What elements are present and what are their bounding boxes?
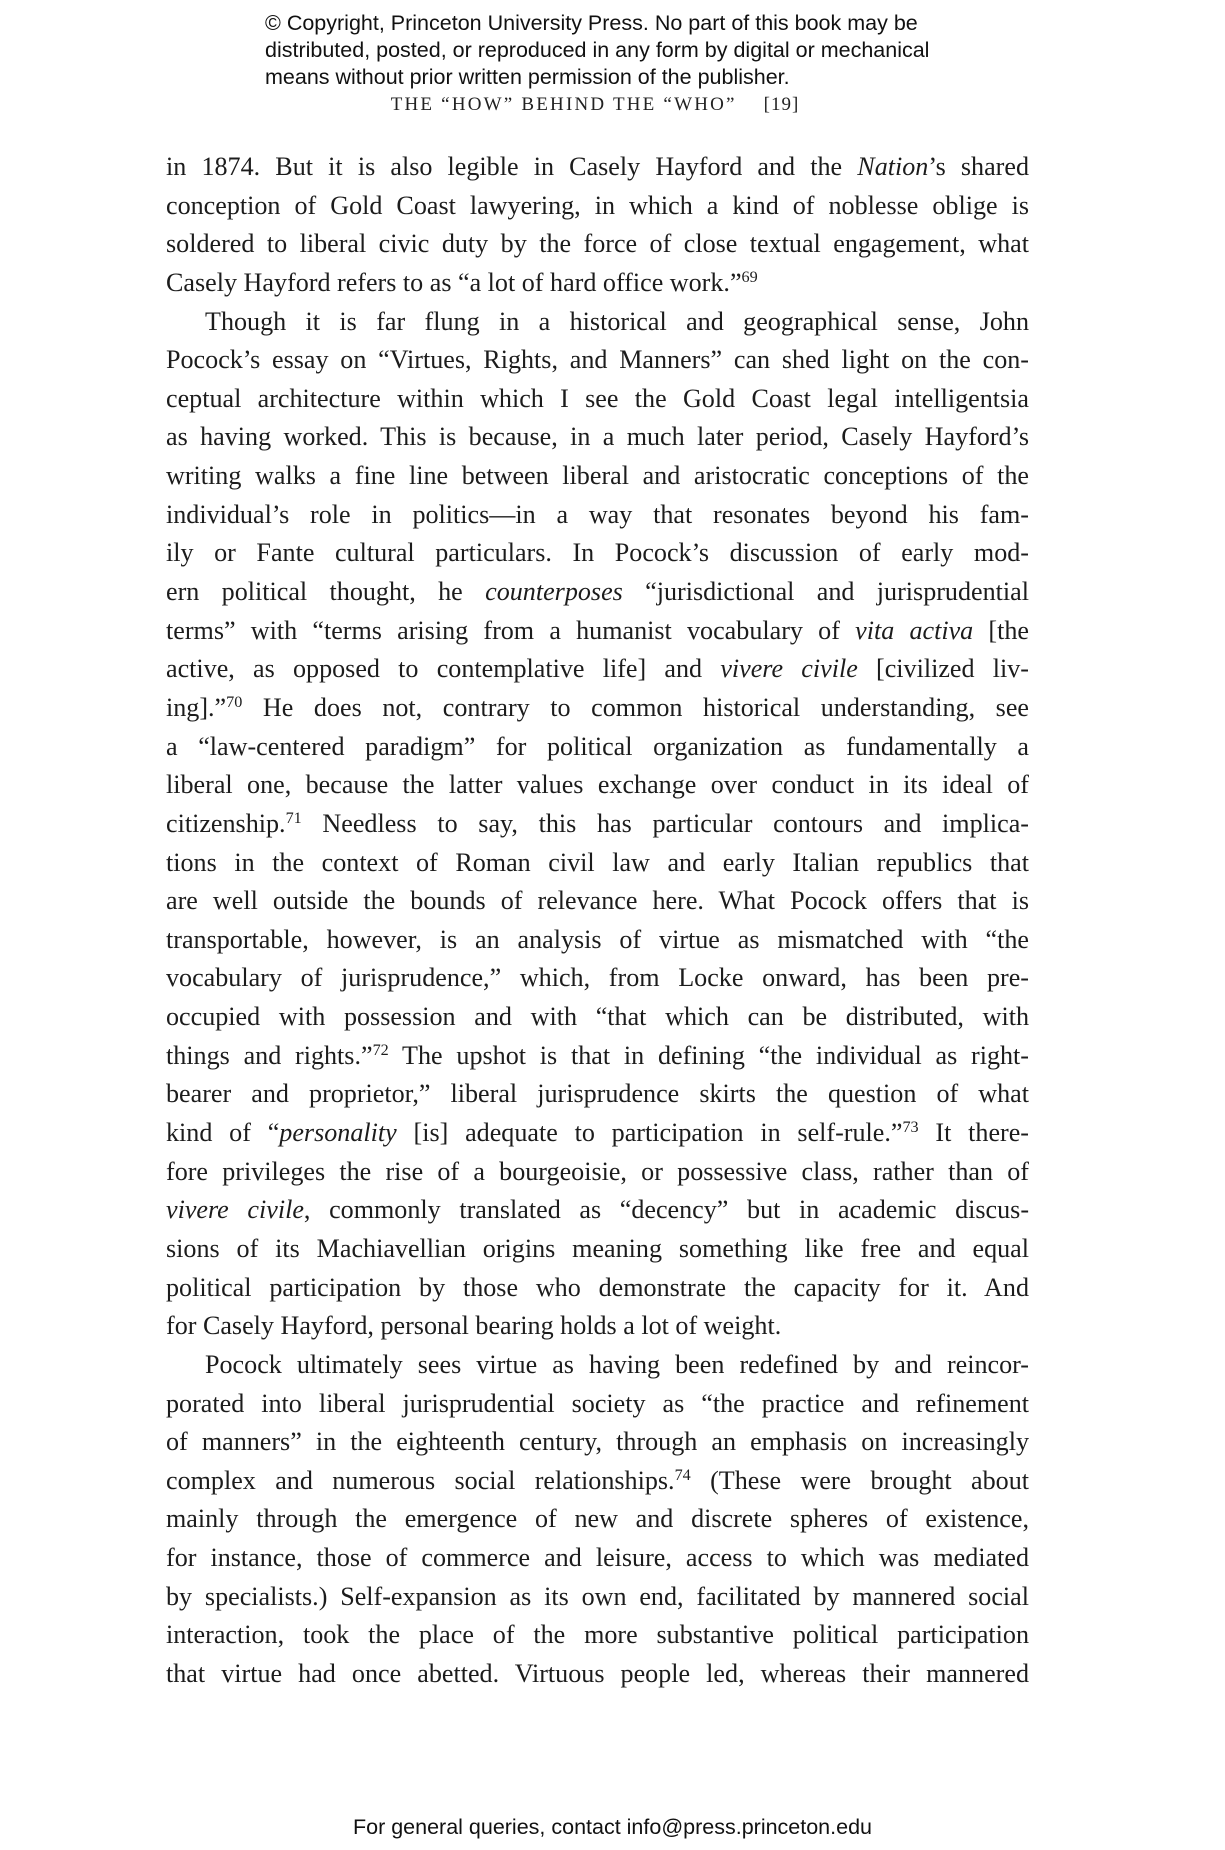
copyright-line: © Copyright, Princeton University Press. No part of this book may be: [265, 11, 918, 35]
body-line: [166, 1307, 1029, 1346]
body-line: [166, 418, 1029, 457]
text-run: for Casely Hayford, personal bearing holds a lot of weight.: [166, 1311, 782, 1341]
body-line: [166, 1153, 1029, 1192]
page-number: [19]: [763, 94, 800, 115]
text-run: “jurisdictional and jurisprudential: [622, 577, 1029, 607]
text-run: are well outside the bounds of relevance here. What Pocock offers that is: [166, 886, 1029, 916]
text-run: interaction, took the place of the more substantive political participation: [166, 1620, 1029, 1650]
text-run: kind of “: [166, 1118, 280, 1148]
text-run: mainly through the emergence of new and discrete spheres of existence,: [166, 1504, 1029, 1534]
text-run: writing walks a fine line between liberal and aristocratic conceptions of the: [166, 461, 1029, 491]
text-run: Needless to say, this has particular contours and implica-: [301, 808, 1029, 838]
italic-run: Nation: [857, 152, 929, 181]
body-line: [166, 1539, 1029, 1578]
text-run: Though it is far flung in a historical and geographical sense, John: [205, 306, 1029, 336]
text-run: individual’s role in politics—in a way that resonates beyond his fam-: [166, 499, 1029, 529]
text-run: things and rights.”: [166, 1040, 373, 1070]
body-line: [166, 534, 1029, 573]
text-run: tions in the context of Roman civil law and early Italian republics that: [166, 847, 1029, 877]
text-run: as having worked. This is because, in a much later period, Casely Hayford’s: [166, 422, 1029, 452]
text-run: [the: [973, 615, 1030, 645]
running-head: [165, 94, 1025, 116]
footer-contact: For general queries, contact info@press.princeton.edu: [352, 1815, 872, 1839]
body-line: [166, 921, 1029, 960]
text-run: , commonly translated as “decency” but in academic discus-: [303, 1195, 1030, 1225]
body-line: [166, 1114, 1029, 1153]
text-run: active, as opposed to contemplative life] and: [166, 654, 721, 684]
copyright-line: means without prior written permission of the publisher.: [265, 65, 790, 89]
text-run: by specialists.) Self-expansion as its own end, facilitated by mannered social: [166, 1581, 1029, 1611]
text-run: (These were brought about: [690, 1465, 1029, 1495]
body-line: [166, 341, 1029, 380]
text-run: It there-: [918, 1118, 1029, 1148]
text-run: political participation by those who demonstrate the capacity for it. And: [166, 1272, 1029, 1302]
text-run: porated into liberal jurisprudential society as “the practice and refinement: [166, 1388, 1029, 1418]
text-run: for instance, those of commerce and leisure, access to which was mediated: [166, 1543, 1029, 1573]
italic-run: personality: [279, 1118, 397, 1148]
body-line: [166, 187, 1029, 226]
body-line: [166, 805, 1029, 844]
text-run: [civilized liv-: [857, 654, 1030, 684]
copyright-line: distributed, posted, or reproduced in any form by digital or mechanical: [265, 38, 930, 62]
body-line: [166, 1462, 1029, 1501]
footnote-ref: 73: [902, 1119, 919, 1137]
text-run: ern political thought, he: [166, 577, 486, 607]
italic-run: counterposes: [485, 577, 623, 607]
text-run: that virtue had once abetted. Virtuous people led, whereas their mannered: [166, 1658, 1029, 1688]
text-run: soldered to liberal civic duty by the force of close textual engagement, what: [166, 229, 1029, 259]
body-line: [166, 225, 1029, 264]
text-run: He does not, contrary to common historical understanding, see: [242, 692, 1029, 722]
text-run: in 1874. But it is also legible in Casely Hayford and the: [166, 152, 858, 181]
text-run: ’s shared: [928, 152, 1030, 181]
body-line: [166, 998, 1029, 1037]
body-line: [166, 882, 1029, 921]
text-run: ily or Fante cultural particulars. In Pocock’s discussion of early mod-: [166, 538, 1029, 568]
text-run: vocabulary of jurisprudence,” which, from Locke onward, has been pre-: [166, 963, 1029, 993]
body-line: [166, 1037, 1029, 1076]
text-run: a “law-centered paradigm” for political organization as fundamentally a: [166, 731, 1029, 761]
text-run: ceptual architecture within which I see the Gold Coast legal intelligentsia: [166, 383, 1029, 413]
body-line: [166, 1500, 1029, 1539]
body-line: [166, 1075, 1029, 1114]
italic-run: vivere civile: [166, 1195, 304, 1225]
body-text: [166, 148, 1029, 1694]
footnote-ref: 72: [372, 1041, 389, 1059]
text-run: The upshot is that in defining “the individual as right-: [388, 1040, 1029, 1070]
text-run: Pocock’s essay on “Virtues, Rights, and Manners” can shed light on the con-: [166, 345, 1029, 375]
footnote-ref: 69: [741, 269, 758, 287]
body-line: [166, 959, 1029, 998]
body-line: [166, 1191, 1029, 1230]
body-line: [166, 1655, 1029, 1694]
text-run: fore privileges the rise of a bourgeoisie, or possessive class, rather than of: [166, 1156, 1029, 1186]
footnote-ref: 71: [285, 810, 302, 827]
footnote-ref: 70: [226, 694, 243, 712]
text-run: of manners” in the eighteenth century, through an emphasis on increasingly: [166, 1427, 1029, 1457]
italic-run: vivere civile: [720, 654, 858, 684]
body-line: [166, 1230, 1029, 1269]
body-line: [166, 689, 1029, 728]
running-head-title: THE “HOW” BEHIND THE “WHO”: [390, 94, 737, 115]
text-run: liberal one, because the latter values exchange over conduct in its ideal of: [166, 770, 1029, 800]
text-run: ing].”: [166, 692, 227, 722]
body-line: [166, 728, 1029, 767]
body-line: [166, 1578, 1029, 1617]
text-run: occupied with possession and with “that which can be distributed, with: [166, 1002, 1029, 1032]
body-line: [166, 264, 1029, 303]
body-line: [166, 496, 1029, 535]
body-line: [166, 766, 1029, 805]
body-line: [166, 650, 1029, 689]
body-line: [166, 380, 1029, 419]
italic-run: vita activa: [855, 615, 974, 645]
text-run: citizenship.: [166, 808, 286, 838]
copyright-notice: [265, 10, 1025, 91]
footnote-ref: 74: [674, 1466, 691, 1484]
text-run: terms” with “terms arising from a humanist vocabulary of: [166, 615, 856, 645]
body-line: [166, 612, 1029, 651]
body-line: [166, 1385, 1029, 1424]
body-line: [166, 148, 1029, 187]
text-run: bearer and proprietor,” liberal jurisprudence skirts the question of what: [166, 1079, 1029, 1109]
body-line: [166, 573, 1029, 612]
text-run: Pocock ultimately sees virtue as having been redefined by and reincor-: [205, 1349, 1029, 1379]
body-line: [166, 1346, 1029, 1385]
body-line: [166, 1616, 1029, 1655]
text-run: conception of Gold Coast lawyering, in which a kind of noblesse oblige is: [166, 190, 1029, 220]
body-line: [166, 1269, 1029, 1308]
body-line: [166, 457, 1029, 496]
text-run: [is] adequate to participation in self-rule.”: [396, 1118, 903, 1148]
text-run: Casely Hayford refers to as “a lot of hard office work.”: [166, 267, 742, 297]
text-run: complex and numerous social relationships.: [166, 1465, 675, 1495]
body-line: [166, 1423, 1029, 1462]
text-run: sions of its Machiavellian origins meaning something like free and equal: [166, 1233, 1029, 1263]
body-line: [166, 844, 1029, 883]
text-run: transportable, however, is an analysis of virtue as mismatched with “the: [166, 924, 1029, 954]
body-line: [166, 303, 1029, 342]
